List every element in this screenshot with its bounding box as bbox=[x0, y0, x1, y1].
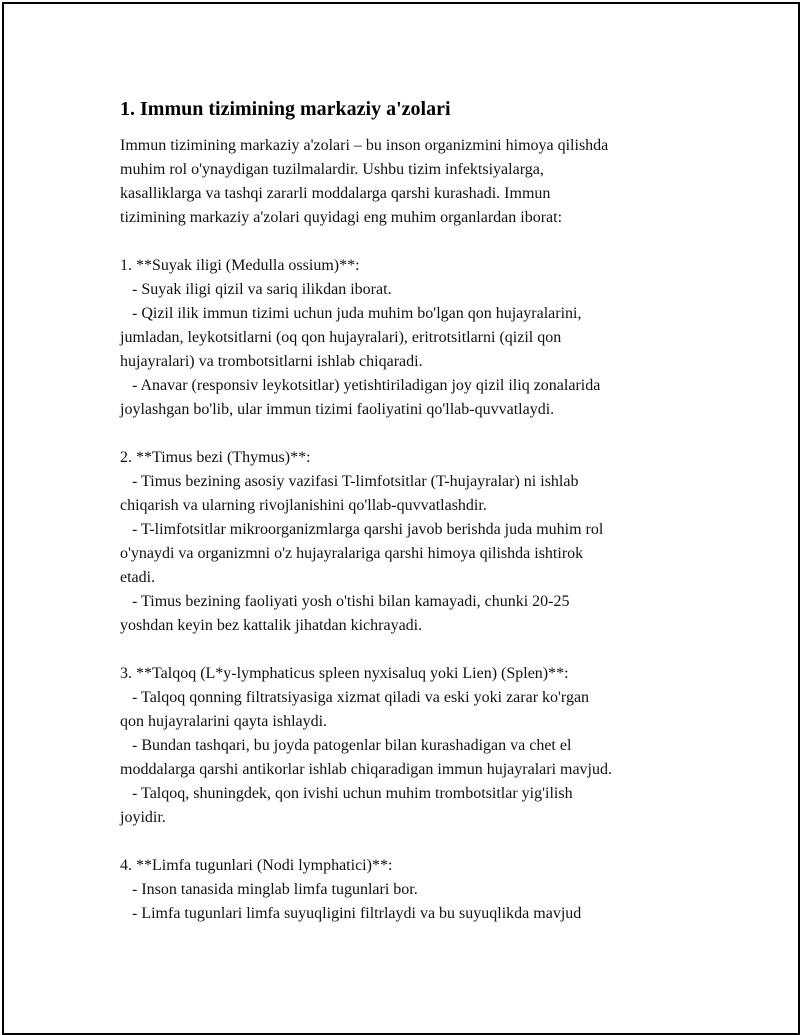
paragraph-gap bbox=[120, 638, 700, 662]
page-title: 1. Immun tizimining markaziy a'zolari bbox=[120, 98, 451, 120]
section-heading: 1. **Suyak iligi (Medulla ossium)**: bbox=[120, 257, 360, 274]
text-line: Immun tizimining markaziy a'zolari – bu inson organizmini himoya qilishda bbox=[120, 137, 609, 154]
page-frame bbox=[2, 2, 800, 1035]
text-line: - Timus bezining asosiy vazifasi T-limfotsitlar (T-hujayralar) ni ishlab bbox=[120, 473, 579, 490]
text-line: joyidir. bbox=[120, 809, 166, 826]
text-line: yoshdan keyin bez kattalik jihatdan kichrayadi. bbox=[120, 617, 423, 634]
text-line: moddalarga qarshi antikorlar ishlab chiqaradigan immun hujayralari mavjud. bbox=[120, 761, 612, 778]
text-line: kasalliklarga va tashqi zararli moddalarga qarshi kurashadi. Immun bbox=[120, 185, 551, 202]
text-line: joylashgan bo'lib, ular immun tizimi faoliyatini qo'llab-quvvatlaydi. bbox=[120, 401, 555, 418]
document-body bbox=[120, 96, 700, 926]
text-line: - Anavar (responsiv leykotsitlar) yetishtiriladigan joy qizil iliq zonalarida bbox=[120, 377, 601, 394]
text-line: o'ynaydi va organizmni o'z hujayralariga qarshi himoya qilishda ishtirok bbox=[120, 545, 584, 562]
text-line: - Talqoq, shuningdek, qon ivishi uchun muhim trombotsitlar yig'ilish bbox=[120, 785, 573, 802]
text-line: - T-limfotsitlar mikroorganizmlarga qarshi javob berishda juda muhim rol bbox=[120, 521, 604, 538]
paragraph-gap bbox=[120, 230, 700, 254]
section-heading: 4. **Limfa tugunlari (Nodi lymphatici)**: bbox=[120, 857, 393, 874]
text-line: etadi. bbox=[120, 569, 156, 586]
section-heading: 2. **Timus bezi (Thymus)**: bbox=[120, 449, 311, 466]
text-line: jumladan, leykotsitlarni (oq qon hujayralari), eritrotsitlarni (qizil qon bbox=[120, 329, 562, 346]
text-line: - Talqoq qonning filtratsiyasiga xizmat qiladi va eski yoki zarar ko'rgan bbox=[120, 689, 590, 706]
section-timus-bezi bbox=[120, 446, 700, 638]
section-suyak-iligi bbox=[120, 254, 700, 422]
paragraph-gap bbox=[120, 422, 700, 446]
text-line: qon hujayralarini qayta ishlaydi. bbox=[120, 713, 328, 730]
text-line: hujayralari) va trombotsitlarni ishlab chiqaradi. bbox=[120, 353, 423, 370]
text-line: tizimining markaziy a'zolari quyidagi eng muhim organlardan iborat: bbox=[120, 209, 563, 226]
text-line: chiqarish va ularning rivojlanishini qo'llab-quvvatlashdir. bbox=[120, 497, 487, 514]
intro-paragraph bbox=[120, 134, 700, 230]
text-line: - Timus bezining faoliyati yosh o'tishi bilan kamayadi, chunki 20-25 bbox=[120, 593, 570, 610]
text-line: - Bundan tashqari, bu joyda patogenlar bilan kurashadigan va chet el bbox=[120, 737, 572, 754]
section-heading: 3. **Talqoq (L*y-lymphaticus spleen nyxisaluq yoki Lien) (Splen)**: bbox=[120, 665, 569, 682]
paragraph-gap bbox=[120, 830, 700, 854]
section-talqoq bbox=[120, 662, 700, 830]
text-line: - Inson tanasida minglab limfa tugunlari bor. bbox=[120, 881, 418, 898]
text-line: - Limfa tugunlari limfa suyuqligini filtrlaydi va bu suyuqlikda mavjud bbox=[120, 905, 582, 922]
text-line: - Suyak iligi qizil va sariq ilikdan iborat. bbox=[120, 281, 392, 298]
text-line: - Qizil ilik immun tizimi uchun juda muhim bo'lgan qon hujayralarini, bbox=[120, 305, 582, 322]
section-limfa-tugunlari bbox=[120, 854, 700, 926]
text-line: muhim rol o'ynaydigan tuzilmalardir. Ushbu tizim infektsiyalarga, bbox=[120, 161, 544, 178]
